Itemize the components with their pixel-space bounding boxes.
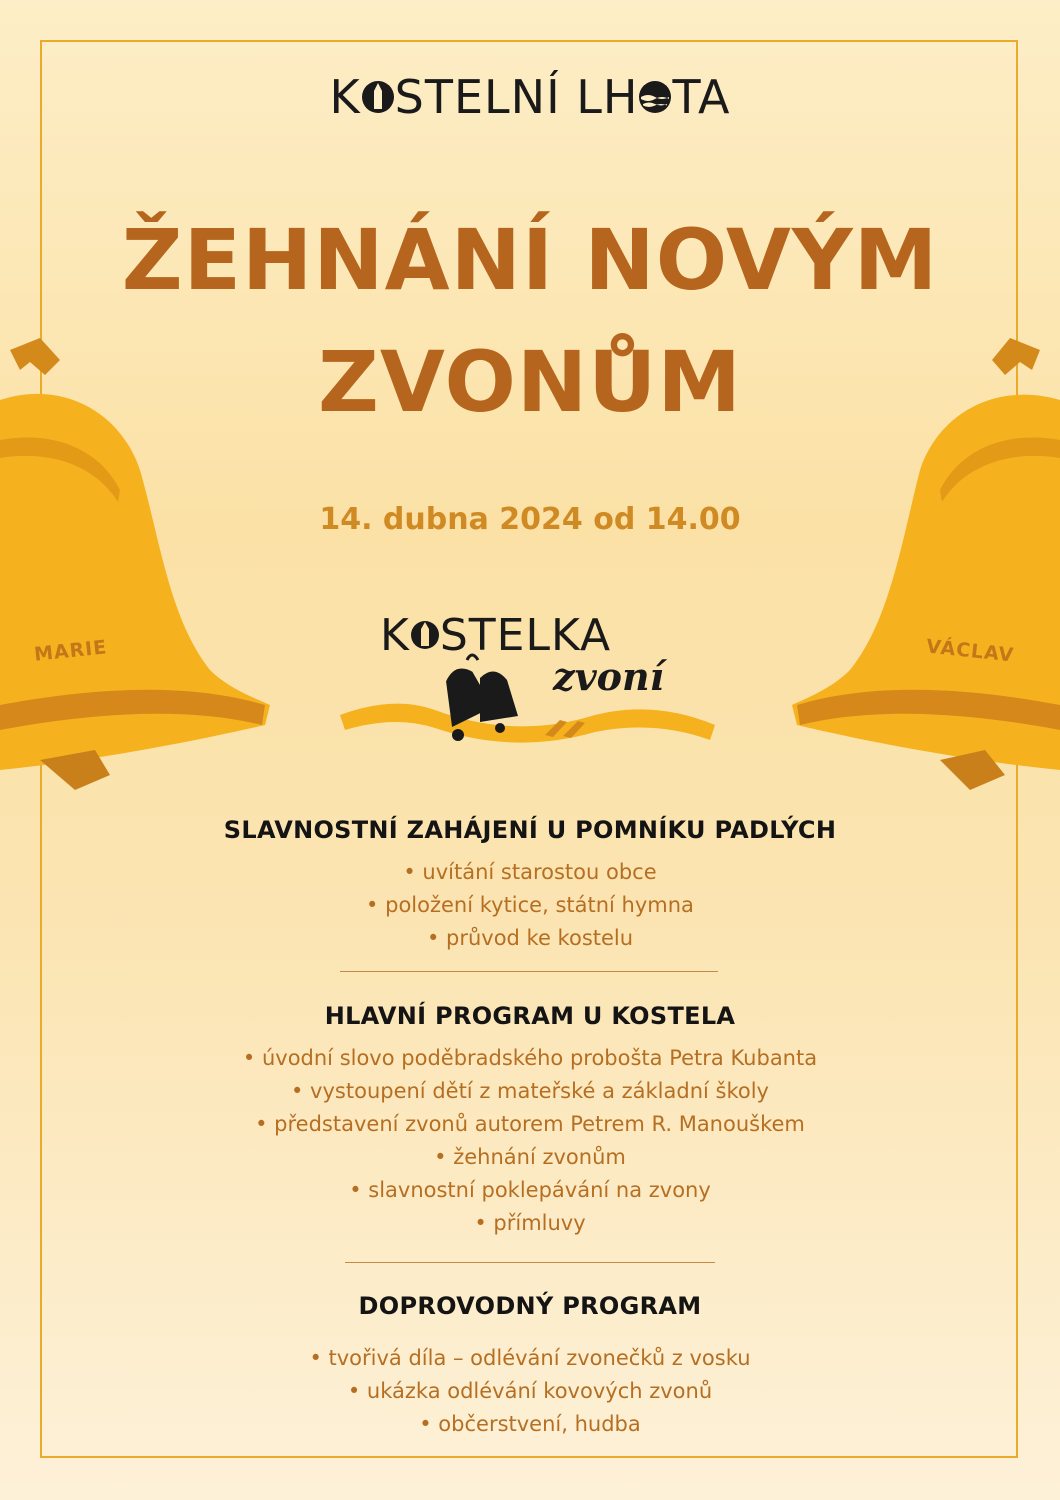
bell-name-right: VÁCLAV — [925, 635, 1016, 667]
page-title-line2: ZVONŮM — [318, 333, 742, 431]
section-opening — [0, 816, 1060, 955]
logo-kostelni-lhota — [0, 70, 1060, 124]
list-item: • uvítání starostou obce — [403, 860, 657, 884]
list-item: • úvodní slovo poděbradského probošta Petra Kubanta — [242, 1046, 818, 1070]
list-item: • ukázka odlévání kovových zvonů — [347, 1379, 713, 1403]
pond-icon — [638, 77, 672, 117]
kostelka-text-start: K — [380, 610, 410, 661]
list-item: • občerstvení, hudba — [419, 1412, 641, 1436]
divider — [345, 1262, 715, 1263]
page-title-line1: ŽEHNÁNÍ NOVÝM — [121, 211, 939, 309]
bell-name-left: MARIE — [33, 636, 109, 666]
list-item: • položení kytice, státní hymna — [366, 893, 694, 917]
logo-text-end: TA — [672, 70, 731, 124]
kostelka-bells-icon — [412, 650, 532, 750]
section-heading: DOPROVODNÝ PROGRAM — [358, 1292, 702, 1320]
list-item: • vystoupení dětí z mateřské a základní školy — [291, 1079, 769, 1103]
logo-text-middle: STELNÍ LH — [394, 70, 639, 124]
list-item: • slavnostní poklepávání na zvony — [349, 1178, 711, 1202]
kostelka-subtitle: zvoní — [553, 654, 665, 699]
list-item: • představení zvonů autorem Petrem R. Manouškem — [255, 1112, 805, 1136]
list-item: • přímluvy — [474, 1211, 586, 1235]
section-heading: HLAVNÍ PROGRAM U KOSTELA — [324, 1002, 736, 1030]
list-item: • průvod ke kostelu — [426, 926, 634, 950]
church-tower-icon — [410, 616, 440, 654]
divider — [340, 971, 718, 972]
kostelka-text-end: STELKA — [439, 610, 612, 661]
section-accompanying-program — [0, 1292, 1060, 1441]
logo-text-start: K — [329, 70, 361, 124]
list-item: • tvořivá díla – odlévání zvonečků z vosku — [309, 1346, 751, 1370]
event-date: 14. dubna 2024 od 14.00 — [319, 502, 741, 537]
church-tower-icon — [361, 77, 395, 117]
section-heading: SLAVNOSTNÍ ZAHÁJENÍ U POMNÍKU PADLÝCH — [223, 816, 837, 844]
section-main-program — [0, 1002, 1060, 1240]
list-item: • žehnání zvonům — [434, 1145, 626, 1169]
